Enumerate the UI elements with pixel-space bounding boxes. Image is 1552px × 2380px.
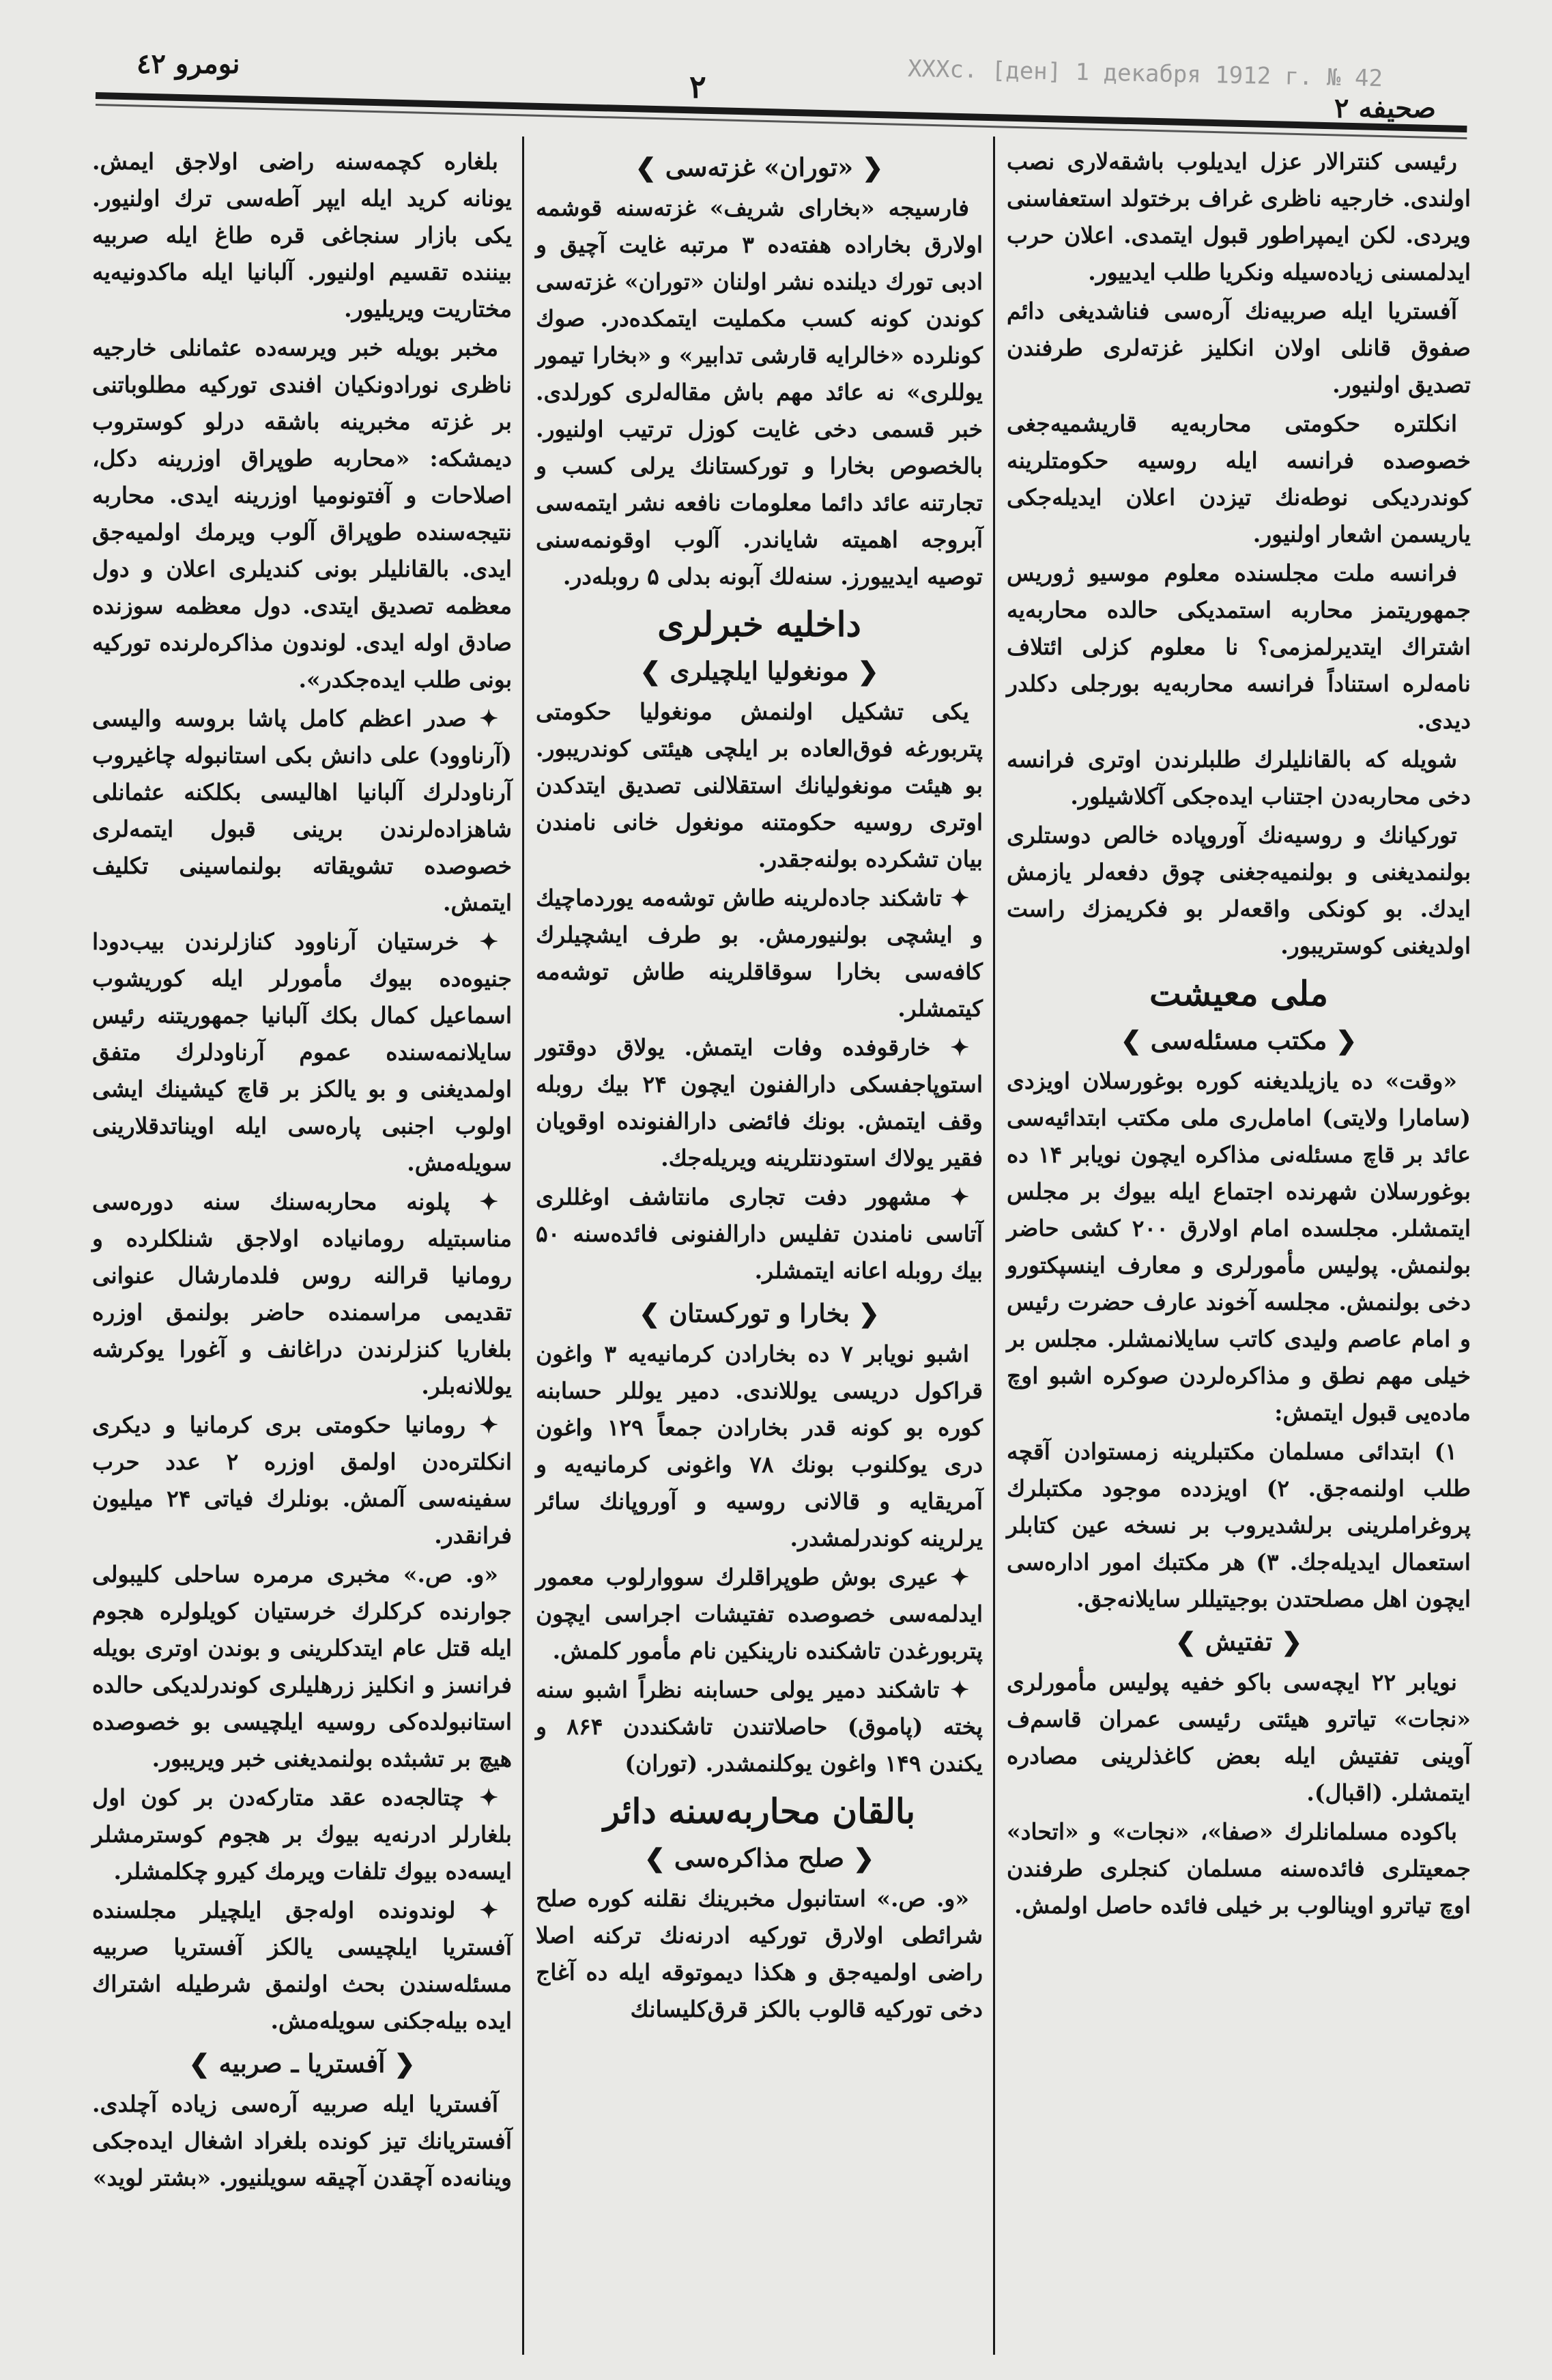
section-heading: ملی معیشت (1149, 973, 1329, 1014)
article-paragraph: ✦ تاشکند جاده‌لرینه طاش توشه‌مه یوردماچیك و ایشچی بولنیورمش. بو طرف ایشچیلرك کافه‌سی بخارا سوقاقلرینه طاش توشه‌مه کیتمشلر. (536, 885, 983, 1022)
column-divider (522, 137, 524, 2355)
article-paragraph: رئیسی کنترالار عزل ایدیلوب باشقه‌لاری نصب اولندی. خارجیه ناظری غراف برختولد استعفاسنی ویردی. لکن ایمپراطور قبول ایتمدی. اعلان حرب ایدلمسنی زیاده‌سیله ونکریا طلب ایدییور. (1007, 148, 1471, 285)
issue-number: نومرو ٤٢ (136, 48, 240, 80)
section-heading: بالقان محاربه‌سنه دائر (603, 1791, 916, 1831)
article-paragraph: مخبر بویله خبر ویرسه‌ده عثمانلی خارجیه ناظری نورادونکیان افندی تورکیه مطلوباتنی بر غزته مخبرینه باشقه درلو کوستروب دیمشکه: «محاربه طوپراق اوزرینه دکل، اصلاحات و آفتونومیا اوزرینه ایدی. محاربه نتیجه‌سنده طوپراق آلوب ویرمك اولمیه‌جق ایدی. بالقانلیلر بونی کندیلری اعلان و دول معظمه تصدیق ایتدی. دول معظمه سوزنده صادق اوله ایدی. لوندون مذاکره‌لرنده تورکیه بونی طلب ایده‌جکدر». (92, 334, 512, 693)
article-paragraph: ✦ چتالجه‌ده عقد متارکه‌دن بر کون اول بلغارلر ادرنه‌یه بیوك بر هجوم کوسترمشلر ایسه‌ده بیوك تلفات ویرمك کیرو چکلمشلر. (92, 1784, 512, 1884)
article-paragraph: «وقت» ده یازیلدیغنه کوره بوغورسلان اویزدی (سامارا ولایتی) امامل‌ری ملی مکتب ابتدائیه‌سی عائد بر قاچ مسئله‌نی مذاکره ایچون نویابر ۱۴ ده بوغورسلان شهرنده اجتماع ایله بیوك بر مجلس ایتمشلر. مجلسده امام اولارق ۲۰۰ کشی حاضر بولنمش. پولیس مأمورلری و معارف اینسپکتورو دخی بولنمش. مجلسه آخوند عارف حضرت رئیس و امام عاصم ولیدی کاتب سایلانمشلر. مجلس بر خیلی مهم نطق و مذاکره‌لردن صوکره اشبو اوچ ماده‌یی قبول ایتمش: (1007, 1067, 1471, 1426)
article-paragraph: ✦ صدر اعظم کامل پاشا بروسه والیسی (آرناوود) علی دانش بکی استانبوله چاغیروب آرناودلرك آلبانیا اهالیسی بکلکنه عثمانلی شاهزاده‌لرندن برینی قبول ایتمه‌لری خصوصده تشویقاته بولنماسینی تکلیف ایتمش. (92, 705, 512, 916)
article-subheading: ❮ بخارا و تورکستان ❯ (536, 1295, 983, 1332)
article-paragraph: ۱) ابتدائی مسلمان مکتبلرینه زمستوادن آقچه طلب اولنمه‌جق. ۲) اویزدده موجود مکتبلرك پروغراملرینی برلشدیروب بر نسخه عین کتابلر استعمال ایدیله‌جك. ۳) هر مکتبك امور اداره‌سی ایچون اهل مصلحتدن بوجیتیللر سایلانه‌جق. (1007, 1438, 1471, 1612)
article-paragraph: ✦ خرستیان آرناوود کنازلرندن بیب‌دودا جنیوه‌ده بیوك مأمورلر ایله کوریشوب اسماعیل کمال بکك آلبانیا جمهوریتنه رئیس سایلانمه‌سنده عموم آرناودلرك متفق اولمدیغنی و بو یالکز بر قاچ کیشینك ایشی اولوب اجنبی پاره‌سی ایله اویناتدقلارینی سویله‌مش. (92, 928, 512, 1176)
column-divider (993, 137, 995, 2355)
article-paragraph: ✦ تاشکند دمیر یولی حسابنه نظراً اشبو سنه پخته (پاموق) حاصلاتندن تاشکنددن ۸۶۴ و یکندن ۱۴۹ واغون یوکلنمشدر. (توران) (536, 1676, 983, 1777)
article-paragraph: شویله که بالقانلیلرك طلبلرندن اوتری فرانسه دخی محاربه‌دن اجتناب ایده‌جکی آکلاشیلور. (1007, 746, 1471, 809)
header-ornament: ۲ (689, 68, 706, 105)
article-subheading: ❮ مونغولیا ایلچیلری ❯ (536, 653, 983, 689)
article-paragraph: ✦ عیری بوش طوپراقلرك سووارلوب معمور ایدلمه‌سی خصوصده تفتیشات اجراسی ایچون پتربورغدن تاشکنده نارینکین نام مأمور کلمش. (536, 1564, 983, 1664)
article-paragraph: بلغاره کچمه‌سنه راضی اولاجق ایمش. یونانه کرید ایله ایپر آطه‌سی ترك اولنیور. یکی بازار سنجاغی قره طاغ ایله صربیه بیننده تقسیم اولنیور. آلبانیا ایله ماکدونیه‌یه مختاریت ویریلیور. (92, 148, 512, 322)
column-left (92, 143, 512, 2198)
article-subheading: ❮ «توران» غزته‌سی ❯ (536, 149, 983, 186)
article-paragraph: فرانسه ملت مجلسنده معلوم موسیو ژوریس جمهوریتمز محاربه استمدیکی حالده محاربه‌یه اشتراك ایتدیرلمزمی؟ نا معلوم کزلی ائتلاف نامه‌لره استناداً فرانسه محاربه‌یه بورجلی دکلدر دیدی. (1007, 560, 1471, 734)
article-paragraph: ✦ لوندونده اوله‌جق ایلچیلر مجلسنده آفستریا ایلچیسی یالکز آفستریا صربیه مسئله‌سندن بحث اولنمق شرطیله اشتراك ایده بیله‌جکنی سویله‌مش. (92, 1897, 512, 2034)
article-paragraph: نویابر ۲۲ ایچه‌سی باکو خفیه پولیس مأمورلری «نجات» تیاترو هیئتی رئیسی عمران قاسم‌ف آوینی تفتیش ایله بعض کاغذلرینی مصادره ایتمشلر. (اقبال). (1007, 1669, 1471, 1806)
archive-stamp: XXXc. [ден] 1 декабря 1912 г. № 42 (907, 55, 1383, 93)
article-subheading: ❮ تفتیش ❯ (1007, 1623, 1471, 1660)
article-paragraph: فارسیجه «بخارای شریف» غزته‌سنه قوشمه اولارق بخاراده هفته‌ده ۳ مرتبه غایت آچیق و ادبی تورك دیلنده نشر اولنان «توران» غزته‌سی کوندن کونه کسب مکملیت ایتمکده‌در. صوك کونلرده «خالرایه قارشی تدابیر» و «بخارا تیمور یوللری» نه عائد مهم باش مقاله‌لری کورلدی. خبر قسمی دخی غایت کوزل ترتیب اولنیور. بالخصوص بخارا و تورکستانك یرلی کسب و تجارتنه عائد دائما معلومات نافعه نشر ایتمه‌سی آبروجه اهمیته شایاندر. آلوب اوقونمه‌سنی توصیه ایدییورز. سنه‌لك آبونه بدلی ۵ روبله‌در. (536, 195, 983, 590)
column-right (1007, 143, 1471, 1926)
article-subheading: ❮ آفستریا ـ صربیه ❯ (92, 2045, 512, 2082)
article-subheading: ❮ مکتب مسئله‌سی ❯ (1007, 1022, 1471, 1059)
article-paragraph: یکی تشکیل اولنمش مونغولیا حکومتی پتربورغه فوق‌العاده بر ایلچی هیئتی کوندریبور. بو هیئت مونغولیانك استقلالنی تصدیق ایتدکدن اوتری روسیه حکومتنه مونغول خانی نامندن بیان تشکرده بولنه‌جقدر. (536, 698, 983, 872)
header-rule (96, 92, 1467, 132)
article-paragraph: ✦ رومانیا حکومتی بری کرمانیا و دیکری انکلتره‌دن اولمق اوزره ۲ عدد حرب سفینه‌سی آلمش. بونلرك فیاتی ۲۴ میلیون فرانقدر. (92, 1411, 513, 1549)
article-paragraph: آفستریا ایله صربیه‌نك آره‌سی فناشدیغی دائم صفوق قانلی اولان انکلیز غزته‌لری طرفندن تصدیق اولنیور. (1007, 298, 1471, 398)
article-paragraph: آفستریا ایله صربیه آره‌سی زیاده آچلدی. آفستریانك تیز کونده بلغراد اشغال ایده‌جکی وینانه‌ده آچقدن آچیقه سویلنیور. «بشتر لوید» (92, 2091, 512, 2191)
article-paragraph: ✦ پلونه محاربه‌سنك سنه دوره‌سی مناسبتیله رومانیاده اولاجق شنلکلرده و رومانیا قرالنه روس فلدمارشال عنوانی تقدیمی مراسمنده حاضر بولنمق اوزره بلغاریا کنزلرندن دراغانف و آغورا یوکرشه یوللانه‌بلر. (92, 1188, 512, 1399)
article-paragraph: «و. ص.» مخبری مرمره ساحلی کلیبولی جوارنده کرکلرك خرستیان کویلولره هجوم ایله قتل عام ایتدکلرینی و بوندن اوتری بویله فرانسز و انکلیز زرهلیلری کوندرلدیکی حالده استانبولده‌کی روسیه ایلچیسی بو خصوصده هیچ بر تشبثده بولنمدیغنی خبر ویریبور. (92, 1561, 512, 1772)
article-paragraph: باکوده مسلمانلرك «صفا»، «نجات» و «اتحاد» جمعیتلری فائده‌سنه مسلمان کنجلری طرفندن اوچ تیاترو اوینالوب بر خیلی فائده حاصل اولمش. (1007, 1818, 1471, 1919)
column-middle (536, 143, 983, 2030)
article-paragraph: ✦ خارقوفده وفات ایتمش. یولاق دوقتور استوپاجفسکی دارالفنون ایچون ۲۴ بیك روبله وقف ایتمش. بونك فائضی دارالفنونده اوقویان فقیر یولاك استودنتلرینه ویریله‌جك. (536, 1034, 983, 1171)
article-paragraph: اشبو نویابر ۷ ده بخارادن کرمانیه‌یه ۳ واغون قراکول دریسی یوللاندی. دمیر یوللر حسابنه کوره بو کونه قدر بخارادن جمعاً ۱۲۹ واغون دری یوکلنوب بونك ۷۸ واغونی کرمانیه‌یه و آمریقایه و قالانی روسیه و آوروپانك سائر یرلرینه کوندرلمشدر. (536, 1340, 983, 1551)
section-heading: داخلیه خبرلری (657, 604, 861, 644)
article-paragraph: تورکیانك و روسیه‌نك آوروپاده خالص دوستلری بولنمدیغنی و بولنمیه‌جغنی چوق دفعه‌لر یازمش ایدك. بو کونکی واقعه‌لر بو فکریمزك راست اولدیغنی کوستریبور. (1007, 822, 1471, 959)
article-paragraph: انکلتره حکومتی محاربه‌یه قاریشمیه‌جغی خصوصده فرانسه ایله روسیه حکومتلرینه کوندردیکی نوطه‌نك تیزدن اعلان ایدیله‌جکی یاریسمن اشعار اولنیور. (1007, 410, 1471, 547)
article-subheading: ❮ صلح مذاکره‌سی ❯ (536, 1839, 983, 1876)
article-paragraph: «و. ص.» استانبول مخبرینك نقلنه کوره صلح شرائطی اولارق تورکیه ادرنه‌نك ترکنه اصلا راضی اولمیه‌جق و هکذا دیموتوقه ایله ده آغاج دخی تورکیه قالوب بالکز قرق‌کلیسانك (536, 1885, 983, 2022)
article-paragraph: ✦ مشهور دفت تجاری مانتاشف اوغللری آتاسی نامندن تفلیس دارالفنونی فائده‌سنه ۵۰ بیك روبله اعانه ایتمشلر. (536, 1184, 983, 1284)
page-number: صحیفه ٢ (1334, 92, 1436, 124)
